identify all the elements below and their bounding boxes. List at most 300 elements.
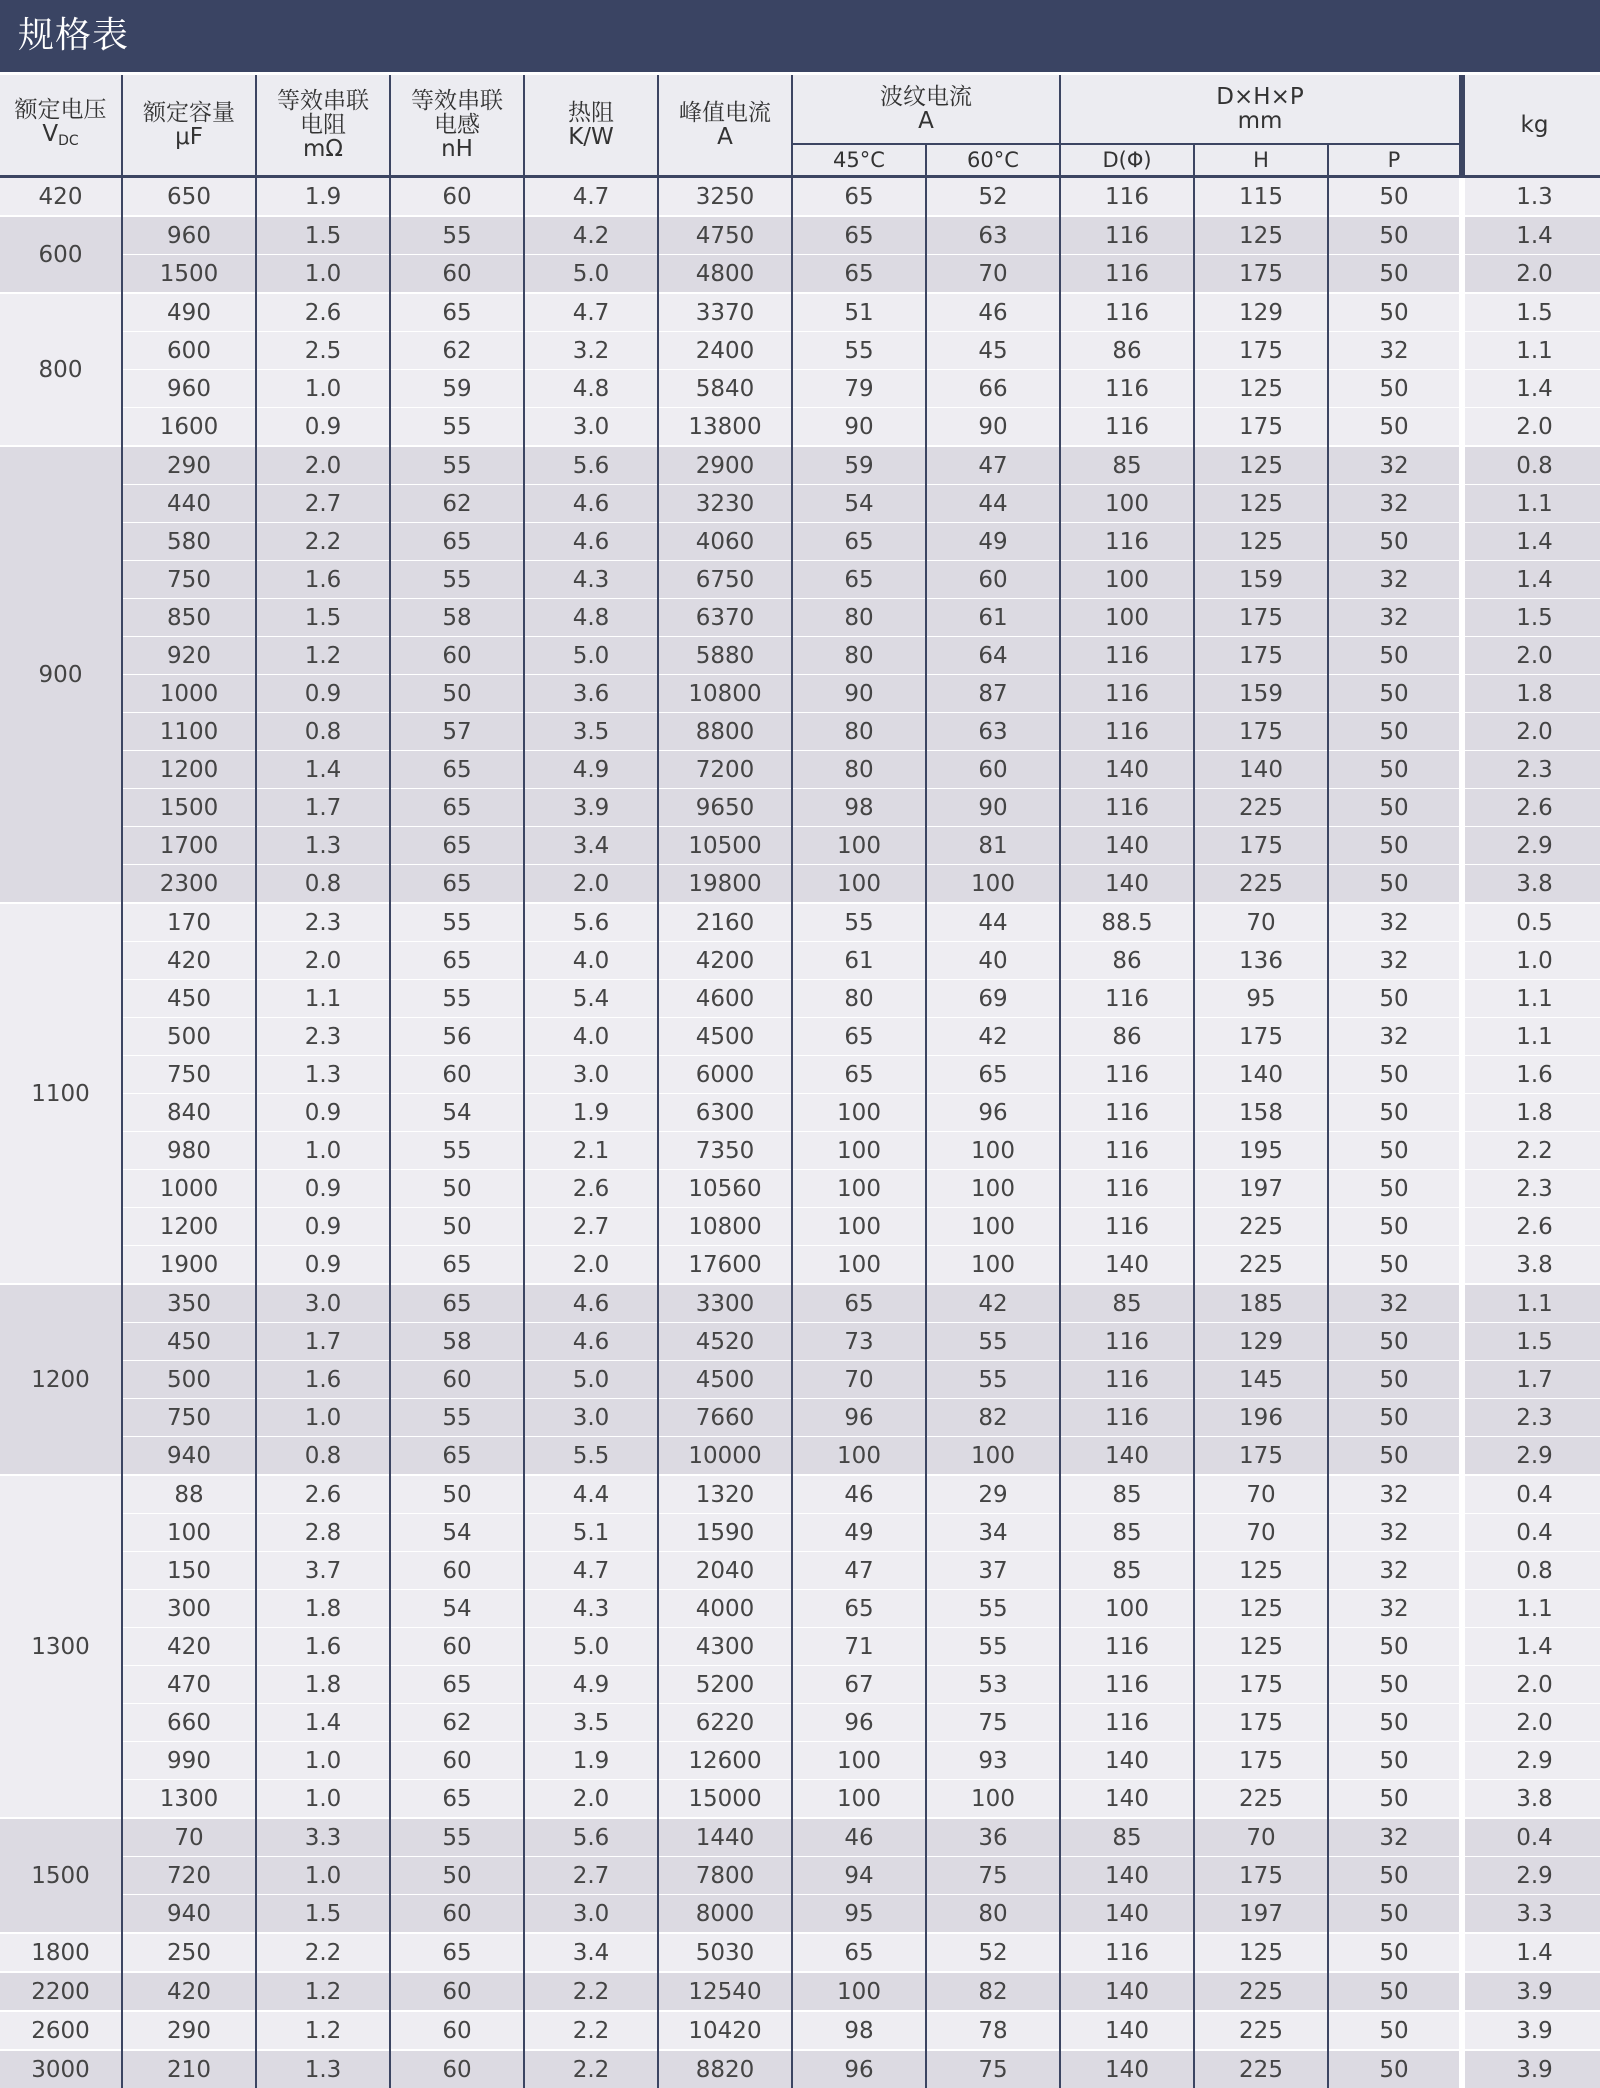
cell-thermal-resistance: 2.2 — [524, 1972, 658, 2011]
cell-esl: 65 — [390, 293, 524, 332]
table-row — [0, 980, 1600, 1018]
cell-weight: 0.8 — [1462, 446, 1600, 485]
table-row — [0, 1895, 1600, 1934]
cell-dim-d: 116 — [1060, 293, 1194, 332]
header-weight: kg — [1462, 75, 1600, 177]
cell-esr: 0.9 — [256, 1094, 390, 1132]
cell-thermal-resistance: 2.6 — [524, 1170, 658, 1208]
cell-dim-p: 50 — [1328, 177, 1462, 217]
cell-dim-d: 116 — [1060, 177, 1194, 217]
cell-peak-current: 7200 — [658, 751, 792, 789]
cell-thermal-resistance: 4.3 — [524, 561, 658, 599]
cell-peak-current: 1590 — [658, 1514, 792, 1552]
table-row — [0, 1628, 1600, 1666]
table-row — [0, 523, 1600, 561]
cell-ripple-60c: 90 — [926, 408, 1060, 447]
cell-dim-p: 50 — [1328, 675, 1462, 713]
cell-ripple-60c: 70 — [926, 255, 1060, 294]
cell-thermal-resistance: 3.5 — [524, 713, 658, 751]
cell-peak-current: 4520 — [658, 1323, 792, 1361]
cell-dim-p: 32 — [1328, 1818, 1462, 1857]
cell-peak-current: 6000 — [658, 1056, 792, 1094]
cell-ripple-45c: 55 — [792, 332, 926, 370]
cell-thermal-resistance: 4.6 — [524, 485, 658, 523]
header-dim-d: D(Φ) — [1060, 144, 1194, 177]
table-row — [0, 1972, 1600, 2011]
cell-peak-current: 5880 — [658, 637, 792, 675]
cell-dim-d: 86 — [1060, 332, 1194, 370]
cell-esl: 60 — [390, 177, 524, 217]
cell-thermal-resistance: 2.0 — [524, 865, 658, 904]
cell-weight: 0.4 — [1462, 1818, 1600, 1857]
cell-ripple-60c: 65 — [926, 1056, 1060, 1094]
cell-esl: 60 — [390, 1056, 524, 1094]
cell-ripple-45c: 49 — [792, 1514, 926, 1552]
cell-esr: 3.7 — [256, 1552, 390, 1590]
cell-dim-d: 140 — [1060, 751, 1194, 789]
cell-thermal-resistance: 4.9 — [524, 1666, 658, 1704]
cell-ripple-60c: 82 — [926, 1972, 1060, 2011]
cell-thermal-resistance: 5.4 — [524, 980, 658, 1018]
cell-esr: 1.9 — [256, 177, 390, 217]
cell-weight: 2.0 — [1462, 713, 1600, 751]
cell-ripple-60c: 80 — [926, 1895, 1060, 1934]
cell-capacitance: 850 — [122, 599, 256, 637]
header-dim-h: H — [1194, 144, 1328, 177]
cell-esl: 55 — [390, 1399, 524, 1437]
cell-capacitance: 450 — [122, 980, 256, 1018]
cell-esr: 2.6 — [256, 293, 390, 332]
cell-dim-p: 50 — [1328, 980, 1462, 1018]
cell-dim-p: 32 — [1328, 1018, 1462, 1056]
cell-ripple-45c: 90 — [792, 675, 926, 713]
cell-voltage: 1800 — [0, 1933, 122, 1972]
cell-ripple-45c: 80 — [792, 713, 926, 751]
cell-weight: 1.4 — [1462, 1628, 1600, 1666]
cell-peak-current: 6300 — [658, 1094, 792, 1132]
cell-peak-current: 4300 — [658, 1628, 792, 1666]
cell-esr: 1.0 — [256, 1399, 390, 1437]
cell-dim-p: 50 — [1328, 1094, 1462, 1132]
cell-esl: 65 — [390, 865, 524, 904]
cell-dim-d: 116 — [1060, 1399, 1194, 1437]
cell-esl: 50 — [390, 1475, 524, 1514]
cell-dim-d: 116 — [1060, 1094, 1194, 1132]
cell-ripple-60c: 100 — [926, 1208, 1060, 1246]
cell-esr: 1.2 — [256, 1972, 390, 2011]
cell-peak-current: 19800 — [658, 865, 792, 904]
table-row — [0, 903, 1600, 942]
cell-dim-h: 225 — [1194, 789, 1328, 827]
cell-thermal-resistance: 4.4 — [524, 1475, 658, 1514]
cell-esr: 1.0 — [256, 370, 390, 408]
table-row — [0, 942, 1600, 980]
cell-esl: 60 — [390, 637, 524, 675]
cell-ripple-60c: 87 — [926, 675, 1060, 713]
cell-weight: 1.4 — [1462, 1933, 1600, 1972]
cell-ripple-45c: 65 — [792, 177, 926, 217]
header-voltage: 额定电压 VDC — [0, 75, 122, 177]
cell-ripple-60c: 64 — [926, 637, 1060, 675]
cell-ripple-45c: 67 — [792, 1666, 926, 1704]
cell-ripple-45c: 100 — [792, 1780, 926, 1819]
page-title: 规格表 — [18, 15, 129, 56]
cell-peak-current: 12540 — [658, 1972, 792, 2011]
cell-capacitance: 88 — [122, 1475, 256, 1514]
cell-ripple-45c: 47 — [792, 1552, 926, 1590]
cell-dim-d: 140 — [1060, 827, 1194, 865]
cell-thermal-resistance: 5.0 — [524, 255, 658, 294]
cell-ripple-45c: 95 — [792, 1895, 926, 1934]
cell-ripple-60c: 100 — [926, 1170, 1060, 1208]
cell-dim-p: 50 — [1328, 1704, 1462, 1742]
cell-ripple-45c: 96 — [792, 1704, 926, 1742]
table-row — [0, 1857, 1600, 1895]
cell-capacitance: 750 — [122, 561, 256, 599]
cell-dim-p: 50 — [1328, 1323, 1462, 1361]
cell-peak-current: 13800 — [658, 408, 792, 447]
cell-dim-d: 116 — [1060, 675, 1194, 713]
cell-dim-h: 185 — [1194, 1284, 1328, 1323]
header-esr: 等效串联 电阻 mΩ — [256, 75, 390, 177]
cell-ripple-60c: 47 — [926, 446, 1060, 485]
cell-ripple-60c: 66 — [926, 370, 1060, 408]
cell-dim-h: 225 — [1194, 1780, 1328, 1819]
cell-thermal-resistance: 3.5 — [524, 1704, 658, 1742]
cell-thermal-resistance: 5.5 — [524, 1437, 658, 1476]
cell-esl: 62 — [390, 485, 524, 523]
cell-dim-h: 197 — [1194, 1170, 1328, 1208]
cell-peak-current: 2900 — [658, 446, 792, 485]
cell-dim-h: 125 — [1194, 523, 1328, 561]
cell-dim-h: 115 — [1194, 177, 1328, 217]
cell-weight: 1.3 — [1462, 177, 1600, 217]
cell-dim-p: 50 — [1328, 1399, 1462, 1437]
cell-esl: 60 — [390, 1742, 524, 1780]
cell-esl: 55 — [390, 1132, 524, 1170]
cell-weight: 1.1 — [1462, 980, 1600, 1018]
cell-dim-d: 116 — [1060, 255, 1194, 294]
cell-capacitance: 600 — [122, 332, 256, 370]
cell-thermal-resistance: 2.7 — [524, 1208, 658, 1246]
cell-ripple-60c: 63 — [926, 216, 1060, 255]
cell-weight: 1.1 — [1462, 1018, 1600, 1056]
cell-dim-h: 175 — [1194, 332, 1328, 370]
cell-ripple-60c: 100 — [926, 1132, 1060, 1170]
cell-ripple-60c: 46 — [926, 293, 1060, 332]
cell-dim-p: 50 — [1328, 216, 1462, 255]
cell-thermal-resistance: 2.0 — [524, 1246, 658, 1285]
cell-esl: 60 — [390, 2050, 524, 2088]
cell-ripple-60c: 55 — [926, 1361, 1060, 1399]
cell-thermal-resistance: 4.3 — [524, 1590, 658, 1628]
cell-weight: 2.6 — [1462, 1208, 1600, 1246]
cell-dim-d: 116 — [1060, 637, 1194, 675]
cell-ripple-45c: 100 — [792, 1170, 926, 1208]
table-row — [0, 675, 1600, 713]
cell-dim-h: 145 — [1194, 1361, 1328, 1399]
cell-ripple-60c: 82 — [926, 1399, 1060, 1437]
table-row — [0, 751, 1600, 789]
header-ripple-current: 波纹电流 A — [792, 75, 1060, 144]
cell-esr: 1.3 — [256, 827, 390, 865]
cell-dim-h: 175 — [1194, 1704, 1328, 1742]
cell-esr: 0.9 — [256, 1170, 390, 1208]
cell-dim-d: 100 — [1060, 599, 1194, 637]
cell-capacitance: 980 — [122, 1132, 256, 1170]
cell-dim-p: 32 — [1328, 1552, 1462, 1590]
cell-dim-p: 50 — [1328, 1742, 1462, 1780]
cell-dim-h: 225 — [1194, 1972, 1328, 2011]
cell-esl: 65 — [390, 789, 524, 827]
cell-esr: 3.0 — [256, 1284, 390, 1323]
cell-peak-current: 6370 — [658, 599, 792, 637]
table-row — [0, 827, 1600, 865]
table-row — [0, 1132, 1600, 1170]
cell-dim-h: 225 — [1194, 2011, 1328, 2050]
cell-weight: 1.7 — [1462, 1361, 1600, 1399]
cell-ripple-60c: 100 — [926, 1246, 1060, 1285]
cell-esl: 55 — [390, 446, 524, 485]
cell-peak-current: 8800 — [658, 713, 792, 751]
cell-ripple-45c: 65 — [792, 1056, 926, 1094]
cell-esl: 60 — [390, 1972, 524, 2011]
cell-weight: 1.1 — [1462, 485, 1600, 523]
cell-capacitance: 420 — [122, 1628, 256, 1666]
cell-capacitance: 1200 — [122, 751, 256, 789]
cell-dim-d: 140 — [1060, 1972, 1194, 2011]
cell-esl: 65 — [390, 523, 524, 561]
cell-esl: 55 — [390, 561, 524, 599]
cell-ripple-60c: 93 — [926, 1742, 1060, 1780]
cell-capacitance: 660 — [122, 1704, 256, 1742]
cell-dim-p: 50 — [1328, 789, 1462, 827]
cell-ripple-60c: 60 — [926, 751, 1060, 789]
cell-weight: 1.5 — [1462, 293, 1600, 332]
cell-dim-p: 32 — [1328, 599, 1462, 637]
cell-peak-current: 3230 — [658, 485, 792, 523]
cell-weight: 1.1 — [1462, 1284, 1600, 1323]
cell-esl: 60 — [390, 1552, 524, 1590]
cell-capacitance: 170 — [122, 903, 256, 942]
cell-ripple-45c: 90 — [792, 408, 926, 447]
cell-peak-current: 4800 — [658, 255, 792, 294]
cell-dim-p: 50 — [1328, 1972, 1462, 2011]
cell-dim-h: 129 — [1194, 1323, 1328, 1361]
cell-dim-p: 50 — [1328, 408, 1462, 447]
cell-capacitance: 420 — [122, 1972, 256, 2011]
cell-peak-current: 10420 — [658, 2011, 792, 2050]
cell-ripple-60c: 78 — [926, 2011, 1060, 2050]
cell-peak-current: 10560 — [658, 1170, 792, 1208]
cell-esl: 55 — [390, 216, 524, 255]
cell-dim-p: 32 — [1328, 1284, 1462, 1323]
cell-ripple-60c: 75 — [926, 1704, 1060, 1742]
table-row — [0, 2050, 1600, 2088]
cell-dim-h: 225 — [1194, 1208, 1328, 1246]
cell-capacitance: 1600 — [122, 408, 256, 447]
cell-ripple-60c: 42 — [926, 1284, 1060, 1323]
cell-esr: 1.0 — [256, 1132, 390, 1170]
cell-ripple-45c: 100 — [792, 827, 926, 865]
cell-peak-current: 17600 — [658, 1246, 792, 1285]
cell-dim-p: 50 — [1328, 1437, 1462, 1476]
cell-esr: 1.2 — [256, 2011, 390, 2050]
cell-thermal-resistance: 2.0 — [524, 1780, 658, 1819]
cell-ripple-45c: 46 — [792, 1475, 926, 1514]
table-row — [0, 1246, 1600, 1285]
cell-esl: 55 — [390, 1818, 524, 1857]
cell-peak-current: 8820 — [658, 2050, 792, 2088]
cell-dim-d: 116 — [1060, 216, 1194, 255]
table-row — [0, 1437, 1600, 1476]
cell-esr: 2.7 — [256, 485, 390, 523]
cell-esr: 2.2 — [256, 523, 390, 561]
cell-esl: 65 — [390, 1246, 524, 1285]
cell-dim-d: 140 — [1060, 1437, 1194, 1476]
cell-dim-p: 32 — [1328, 1475, 1462, 1514]
cell-thermal-resistance: 4.0 — [524, 942, 658, 980]
cell-weight: 3.3 — [1462, 1895, 1600, 1934]
cell-ripple-60c: 63 — [926, 713, 1060, 751]
cell-dim-p: 50 — [1328, 1246, 1462, 1285]
cell-dim-d: 140 — [1060, 2050, 1194, 2088]
cell-esr: 1.3 — [256, 1056, 390, 1094]
cell-weight: 2.9 — [1462, 1437, 1600, 1476]
cell-esl: 65 — [390, 1933, 524, 1972]
cell-dim-d: 116 — [1060, 789, 1194, 827]
cell-ripple-60c: 44 — [926, 903, 1060, 942]
cell-capacitance: 290 — [122, 446, 256, 485]
cell-dim-p: 50 — [1328, 751, 1462, 789]
cell-weight: 2.0 — [1462, 637, 1600, 675]
cell-thermal-resistance: 4.8 — [524, 370, 658, 408]
cell-dim-h: 175 — [1194, 1437, 1328, 1476]
cell-esr: 1.5 — [256, 216, 390, 255]
cell-capacitance: 500 — [122, 1361, 256, 1399]
cell-esr: 2.0 — [256, 446, 390, 485]
cell-esl: 54 — [390, 1590, 524, 1628]
cell-voltage: 800 — [0, 293, 122, 446]
header-ripple-60c: 60°C — [926, 144, 1060, 177]
cell-thermal-resistance: 1.9 — [524, 1742, 658, 1780]
cell-dim-p: 50 — [1328, 1056, 1462, 1094]
cell-capacitance: 940 — [122, 1437, 256, 1476]
cell-dim-d: 85 — [1060, 1818, 1194, 1857]
cell-peak-current: 10800 — [658, 675, 792, 713]
cell-thermal-resistance: 2.2 — [524, 2011, 658, 2050]
table-row — [0, 1170, 1600, 1208]
cell-thermal-resistance: 3.4 — [524, 1933, 658, 1972]
cell-capacitance: 1500 — [122, 255, 256, 294]
cell-ripple-45c: 96 — [792, 1399, 926, 1437]
cell-esr: 2.8 — [256, 1514, 390, 1552]
cell-dim-p: 50 — [1328, 1933, 1462, 1972]
cell-capacitance: 960 — [122, 370, 256, 408]
cell-ripple-45c: 65 — [792, 523, 926, 561]
cell-thermal-resistance: 3.0 — [524, 1895, 658, 1934]
cell-ripple-45c: 65 — [792, 561, 926, 599]
cell-peak-current: 3300 — [658, 1284, 792, 1323]
cell-voltage: 3000 — [0, 2050, 122, 2088]
cell-voltage: 2600 — [0, 2011, 122, 2050]
cell-ripple-45c: 71 — [792, 1628, 926, 1666]
cell-dim-p: 32 — [1328, 903, 1462, 942]
header-peak-current: 峰值电流 A — [658, 75, 792, 177]
cell-capacitance: 1000 — [122, 675, 256, 713]
cell-ripple-45c: 100 — [792, 1246, 926, 1285]
cell-dim-h: 175 — [1194, 1742, 1328, 1780]
cell-ripple-60c: 52 — [926, 177, 1060, 217]
cell-thermal-resistance: 2.1 — [524, 1132, 658, 1170]
cell-ripple-45c: 100 — [792, 1742, 926, 1780]
cell-dim-d: 116 — [1060, 713, 1194, 751]
table-row — [0, 293, 1600, 332]
cell-thermal-resistance: 3.0 — [524, 1056, 658, 1094]
cell-thermal-resistance: 3.6 — [524, 675, 658, 713]
cell-esl: 56 — [390, 1018, 524, 1056]
cell-esr: 1.4 — [256, 751, 390, 789]
table-row — [0, 1399, 1600, 1437]
cell-esr: 0.8 — [256, 865, 390, 904]
cell-weight: 0.5 — [1462, 903, 1600, 942]
cell-dim-d: 116 — [1060, 1170, 1194, 1208]
cell-esr: 1.0 — [256, 255, 390, 294]
spec-table — [0, 75, 1600, 2088]
cell-dim-p: 50 — [1328, 865, 1462, 904]
cell-capacitance: 350 — [122, 1284, 256, 1323]
cell-weight: 0.8 — [1462, 1552, 1600, 1590]
cell-weight: 2.0 — [1462, 1666, 1600, 1704]
cell-weight: 3.9 — [1462, 1972, 1600, 2011]
table-row — [0, 2011, 1600, 2050]
table-row — [0, 177, 1600, 217]
cell-peak-current: 2400 — [658, 332, 792, 370]
cell-peak-current: 1320 — [658, 1475, 792, 1514]
cell-dim-p: 50 — [1328, 1170, 1462, 1208]
cell-esr: 1.5 — [256, 599, 390, 637]
cell-esl: 60 — [390, 1361, 524, 1399]
cell-ripple-60c: 52 — [926, 1933, 1060, 1972]
cell-ripple-45c: 65 — [792, 1933, 926, 1972]
cell-esl: 65 — [390, 1284, 524, 1323]
table-row — [0, 1666, 1600, 1704]
cell-ripple-45c: 46 — [792, 1818, 926, 1857]
cell-dim-d: 85 — [1060, 446, 1194, 485]
cell-peak-current: 10000 — [658, 1437, 792, 1476]
cell-capacitance: 960 — [122, 216, 256, 255]
cell-dim-h: 140 — [1194, 1056, 1328, 1094]
table-row — [0, 561, 1600, 599]
cell-esr: 1.3 — [256, 2050, 390, 2088]
table-row — [0, 789, 1600, 827]
cell-dim-h: 175 — [1194, 1666, 1328, 1704]
cell-ripple-60c: 100 — [926, 1780, 1060, 1819]
cell-thermal-resistance: 1.9 — [524, 1094, 658, 1132]
cell-esr: 1.8 — [256, 1666, 390, 1704]
cell-thermal-resistance: 4.8 — [524, 599, 658, 637]
table-row — [0, 1590, 1600, 1628]
cell-ripple-60c: 75 — [926, 2050, 1060, 2088]
cell-esr: 2.3 — [256, 1018, 390, 1056]
cell-esr: 0.9 — [256, 1208, 390, 1246]
cell-capacitance: 150 — [122, 1552, 256, 1590]
cell-ripple-60c: 69 — [926, 980, 1060, 1018]
cell-capacitance: 210 — [122, 2050, 256, 2088]
cell-dim-h: 225 — [1194, 1246, 1328, 1285]
cell-dim-p: 50 — [1328, 713, 1462, 751]
cell-capacitance: 450 — [122, 1323, 256, 1361]
